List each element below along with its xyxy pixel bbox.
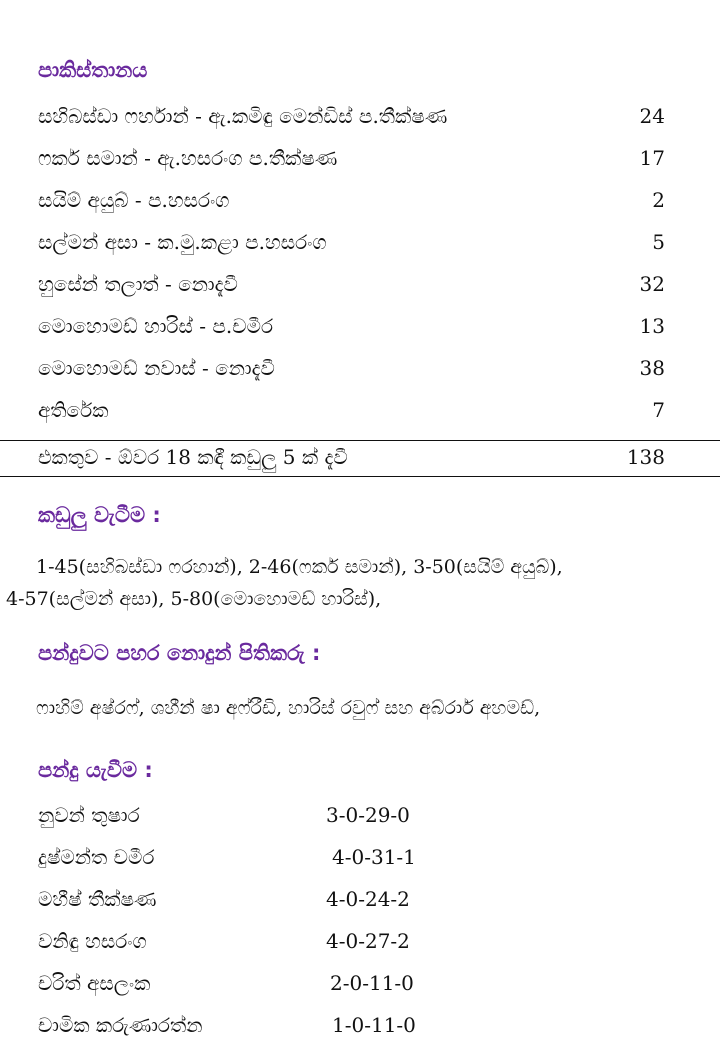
total-label: එකතුව - ඕවර 18 කඳී කඩුලු 5 ක් දැවී — [38, 445, 348, 469]
did-not-bat-text: ෆාහිම් අෂ්රෆ්, ශහීන් ෂා අෆ්රීඩි, හාරිස් රවුෆ් සහ අබ්රාර් අහමඩ්, — [36, 697, 541, 719]
batting-row — [0, 356, 720, 386]
bowler-figures: 4-0-31-1 — [332, 845, 416, 869]
batter-name: සයිම් අයුබ් - ප.හසරංග — [38, 188, 230, 212]
fall-of-wickets-line1: 1-45(සහිබස්ඩා ෆරහාන්), 2-46(ෆකර් සමාන්), 3-50(සයිම් අයුබ්), — [36, 556, 563, 578]
batter-name: හුසේන් තලාත් - නොදැවී — [38, 272, 238, 296]
batter-name: මොහොමඩ් හාරිස් - ප.චමීර — [38, 314, 274, 338]
batter-runs: 2 — [652, 188, 665, 212]
bowler-name: චාමික කරුණාරත්න — [38, 1013, 203, 1037]
batter-name: සල්මන් අසා - ක.මු.කළා ප.හසරංග — [38, 230, 327, 254]
batter-runs: 17 — [639, 146, 665, 170]
total-runs: 138 — [626, 445, 665, 469]
batter-name: මොහොමඩ් නවාස් - නොදැවී — [38, 356, 275, 380]
bowler-name: වනිඳු හසරංග — [38, 929, 147, 953]
fall-of-wickets-line2: 4-57(සල්මන් අසා), 5-80(මොහොමඩ් හාරිස්), — [6, 588, 382, 610]
batter-name: සහිබස්ඩා ෆර්හාන් - ඇ.කමිඳු මෙන්ඩිස් ප.තීක්ෂණ — [38, 104, 448, 128]
batter-name: ෆකර් සමාන් - ඇ.හසරංග ප.තීක්ෂණ — [38, 146, 338, 170]
bowler-name: දුෂ්මන්ත චමීර — [38, 845, 155, 869]
extras-row — [0, 398, 720, 428]
fall-of-wickets-heading: කඩුලු වැටීම : — [38, 503, 161, 527]
bowling-row — [0, 845, 720, 875]
bowler-figures: 3-0-29-0 — [326, 803, 410, 827]
bowling-row — [0, 1013, 720, 1043]
bowling-row — [0, 887, 720, 917]
bowler-figures: 2-0-11-0 — [330, 971, 414, 995]
total-row — [0, 445, 720, 475]
batter-runs: 32 — [639, 272, 665, 296]
bowler-name: නුවන් තුෂාර — [38, 803, 140, 827]
batter-runs: 38 — [639, 356, 665, 380]
batting-row — [0, 314, 720, 344]
bowling-row — [0, 929, 720, 959]
batting-heading: පාකිස්තානය — [38, 58, 148, 82]
total-top-rule — [0, 440, 720, 441]
extras-runs: 7 — [652, 398, 665, 422]
bowling-row — [0, 971, 720, 1001]
batter-runs: 13 — [639, 314, 665, 338]
bowler-figures: 4-0-27-2 — [326, 929, 410, 953]
bowler-name: මහීෂ් තීක්ෂණ — [38, 887, 157, 911]
total-bottom-rule — [0, 476, 720, 477]
bowling-heading: පන්දු යැවීම : — [38, 758, 153, 782]
batting-row — [0, 272, 720, 302]
extras-label: අතිරේක — [38, 398, 109, 422]
batter-runs: 24 — [639, 104, 665, 128]
bowler-name: චරිත් අසලංක — [38, 971, 151, 995]
bowling-row — [0, 803, 720, 833]
batting-row — [0, 188, 720, 218]
batter-runs: 5 — [652, 230, 665, 254]
did-not-bat-heading: පන්දුවට පහර නොදුන් පිතිකරු : — [38, 641, 321, 665]
bowler-figures: 1-0-11-0 — [332, 1013, 416, 1037]
batting-row — [0, 146, 720, 176]
bowler-figures: 4-0-24-2 — [326, 887, 410, 911]
batting-row — [0, 104, 720, 134]
batting-row — [0, 230, 720, 260]
